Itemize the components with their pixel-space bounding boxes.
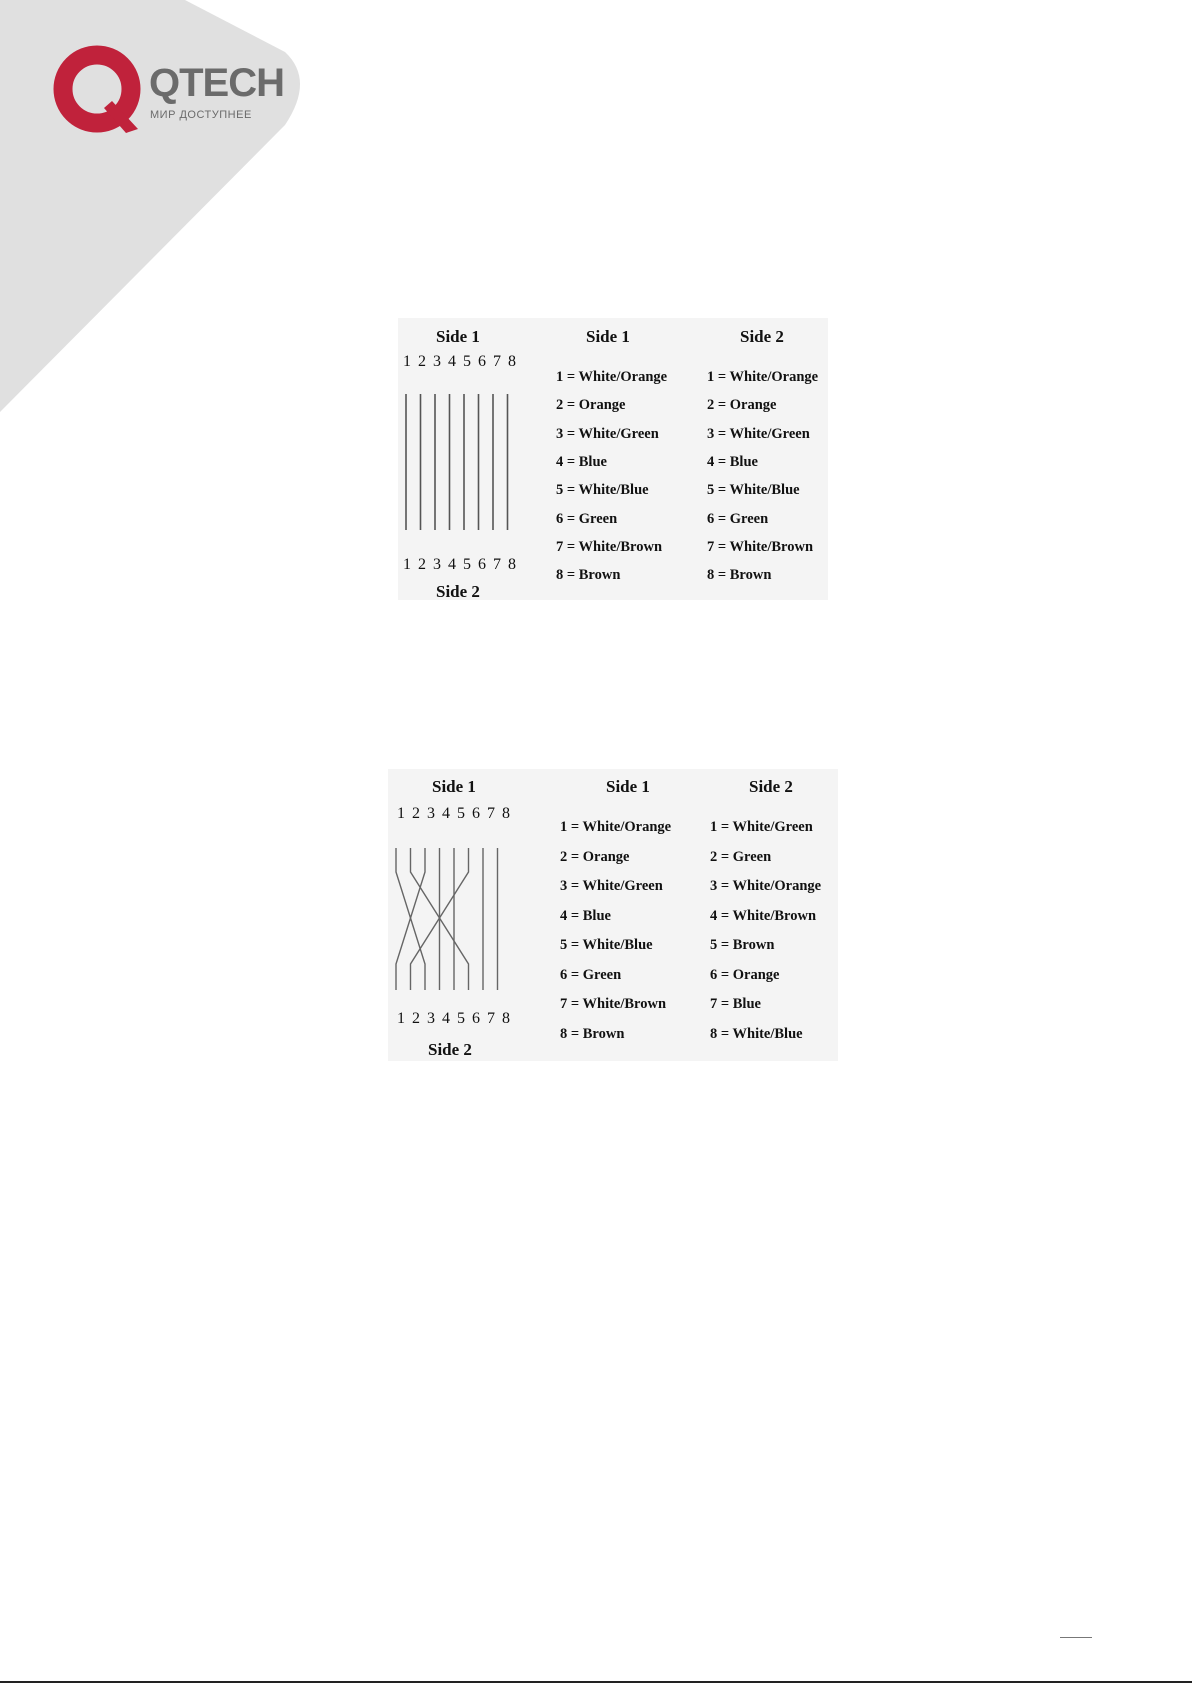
side1-pin-row: 4 = Blue xyxy=(556,453,607,470)
qtech-logo xyxy=(52,45,292,135)
side2-pin-row: 3 = White/Green xyxy=(707,425,810,442)
side2-pin-row: 7 = Blue xyxy=(710,996,761,1012)
diagram-side-bottom-label: Side 2 xyxy=(428,1040,472,1059)
side1-pin-row: 3 = White/Green xyxy=(560,878,663,894)
side1-pin-row: 8 = Brown xyxy=(560,1025,625,1042)
crossover-wiring-figure xyxy=(388,769,838,1061)
side1-pin-row: 2 = Orange xyxy=(560,848,630,865)
qtech-logo-mark-icon xyxy=(52,45,144,137)
logo-wordmark: QTECH xyxy=(149,61,284,105)
side2-pin-row: 1 = White/Green xyxy=(710,819,813,835)
side2-pin-row: 2 = Green xyxy=(710,848,772,865)
side1-pin-row: 1 = White/Orange xyxy=(556,369,668,385)
column-side2-header: Side 2 xyxy=(749,777,793,796)
side2-pin-row: 5 = Brown xyxy=(710,937,775,953)
page-number-mark xyxy=(1060,1637,1092,1638)
side2-pin-row: 2 = Orange xyxy=(707,397,777,414)
footer-rule xyxy=(0,1681,1192,1683)
diagram-side-top-label: Side 1 xyxy=(436,327,480,346)
logo-tagline: МИР ДОСТУПНЕЕ xyxy=(150,109,252,121)
straight-wire-diagram xyxy=(398,388,518,538)
diagram-side-bottom-label: Side 2 xyxy=(436,582,480,601)
column-side1-header: Side 1 xyxy=(606,777,650,796)
side1-pin-row: 8 = Brown xyxy=(556,567,621,584)
side1-pin-row: 5 = White/Blue xyxy=(556,482,649,499)
side1-pin-row: 6 = Green xyxy=(560,966,622,983)
side1-pin-row: 2 = Orange xyxy=(556,397,626,414)
side2-pin-row: 4 = Blue xyxy=(707,453,758,470)
side2-pin-row: 6 = Green xyxy=(707,510,769,527)
side1-pin-row: 6 = Green xyxy=(556,510,618,527)
side2-pin-row: 8 = White/Blue xyxy=(710,1025,803,1042)
side2-pin-row: 5 = White/Blue xyxy=(707,482,800,499)
side2-pin-row: 7 = White/Brown xyxy=(707,538,814,555)
column-side1-header: Side 1 xyxy=(586,327,630,346)
side2-pin-row: 8 = Brown xyxy=(707,567,772,584)
pin-numbers-top: 1 2 3 4 5 6 7 8 xyxy=(403,353,518,370)
side1-pin-row: 5 = White/Blue xyxy=(560,937,653,953)
pin-numbers-top: 1 2 3 4 5 6 7 8 xyxy=(397,805,512,822)
diagram-side-top-label: Side 1 xyxy=(432,777,476,796)
pin-numbers-bottom: 1 2 3 4 5 6 7 8 xyxy=(397,1010,512,1027)
side1-pin-row: 1 = White/Orange xyxy=(560,819,672,835)
column-side2-header: Side 2 xyxy=(740,327,784,346)
pin-numbers-bottom: 1 2 3 4 5 6 7 8 xyxy=(403,556,518,573)
side2-pin-row: 6 = Orange xyxy=(710,966,780,983)
side1-pin-row: 7 = White/Brown xyxy=(556,538,663,555)
side2-pin-row: 1 = White/Orange xyxy=(707,369,819,385)
side2-pin-row: 4 = White/Brown xyxy=(710,907,817,924)
straight-through-wiring-figure xyxy=(398,318,828,600)
side2-pin-row: 3 = White/Orange xyxy=(710,878,822,894)
side1-pin-row: 7 = White/Brown xyxy=(560,996,667,1012)
side1-pin-row: 3 = White/Green xyxy=(556,425,659,442)
side1-pin-row: 4 = Blue xyxy=(560,907,611,924)
crossover-wire-diagram xyxy=(388,844,508,994)
